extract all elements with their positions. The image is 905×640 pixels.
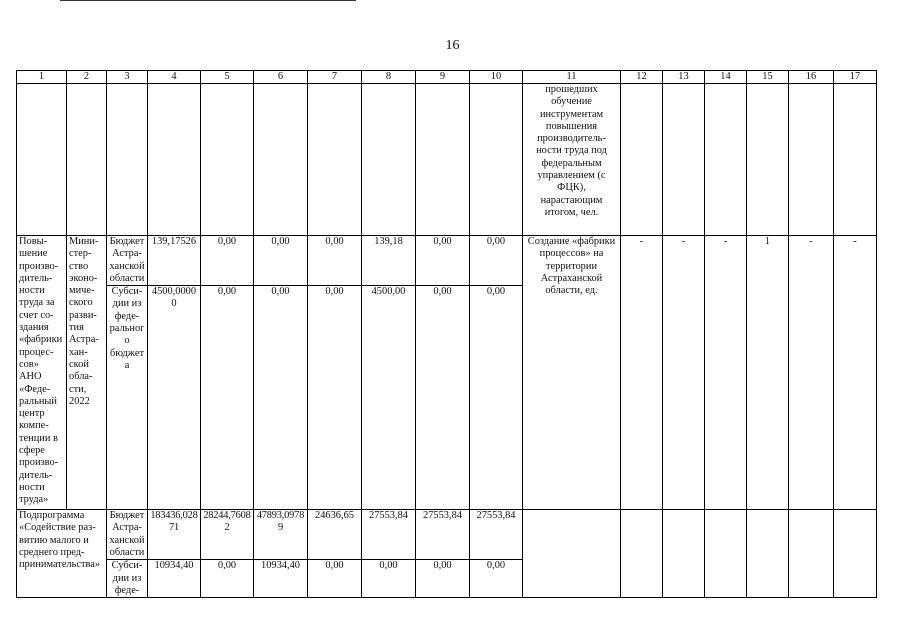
value-cell: 0,00	[201, 236, 254, 286]
value-cell: 183436,02871	[148, 510, 201, 560]
col-header: 9	[416, 71, 470, 84]
value-cell: 0,00	[416, 236, 470, 286]
value-cell: -	[705, 236, 747, 510]
value-cell: 0,00	[201, 286, 254, 510]
col-header: 15	[747, 71, 789, 84]
col-header: 7	[308, 71, 362, 84]
col-header: 6	[254, 71, 308, 84]
event-name: Повы-шение произво-дитель-ности труда за счет со-здания «фабрики процес-сов» АНО «Феде-ральный центр компе-тенции в сфере произво-дитель-ности труда»	[17, 236, 67, 510]
value-cell: 0,00	[470, 560, 523, 598]
value-cell: 0,00	[470, 236, 523, 286]
funding-source: Субси-дии из феде-	[107, 560, 148, 598]
col-header: 10	[470, 71, 523, 84]
value-cell: -	[834, 236, 877, 510]
value-cell: 4500,00	[362, 286, 416, 510]
col-header: 14	[705, 71, 747, 84]
top-rule	[60, 0, 356, 1]
program-table	[16, 70, 877, 598]
subprogram-name: Подпрограмма «Содействие раз-витию малого и среднего пред-принимательства»	[17, 510, 107, 598]
value-cell: 27553,84	[470, 510, 523, 560]
col-header: 4	[148, 71, 201, 84]
value-cell: -	[789, 236, 834, 510]
col-header: 11	[523, 71, 621, 84]
value-cell: 27553,84	[362, 510, 416, 560]
table-row	[17, 510, 877, 560]
value-cell: 10934,40	[254, 560, 308, 598]
col-header: 17	[834, 71, 877, 84]
funding-source: Бюджет Астра-ханской области	[107, 236, 148, 286]
col-header: 2	[67, 71, 107, 84]
value-cell: 0,00	[201, 560, 254, 598]
value-cell: -	[621, 236, 663, 510]
value-cell: 0,00	[416, 560, 470, 598]
value-cell: 4500,00000	[148, 286, 201, 510]
value-cell: 139,17526	[148, 236, 201, 286]
value-cell: 0,00	[416, 286, 470, 510]
value-cell: 47893,09789	[254, 510, 308, 560]
header-row	[17, 71, 877, 84]
col-header: 8	[362, 71, 416, 84]
col-header: 5	[201, 71, 254, 84]
continuation-row	[17, 84, 877, 236]
col-header: 16	[789, 71, 834, 84]
col-header: 1	[17, 71, 67, 84]
value-cell: 10934,40	[148, 560, 201, 598]
value-cell: 0,00	[470, 286, 523, 510]
value-cell: 24636,65	[308, 510, 362, 560]
value-cell: 1	[747, 236, 789, 510]
value-cell: 0,00	[308, 236, 362, 286]
value-cell: -	[663, 236, 705, 510]
value-cell: 0,00	[308, 560, 362, 598]
col-header: 3	[107, 71, 148, 84]
value-cell: 139,18	[362, 236, 416, 286]
value-cell: 0,00	[254, 236, 308, 286]
funding-source: Бюджет Астра-ханской области	[107, 510, 148, 560]
indicator-name: Создание «фабрики процессов» на территории Астраханской области, ед.	[523, 236, 621, 510]
value-cell: 0,00	[308, 286, 362, 510]
value-cell: 27553,84	[416, 510, 470, 560]
value-cell: 0,00	[254, 286, 308, 510]
indicator-continuation: прошедших обучение инструментам повышения производитель-ности труда под федеральным управлением (с ФЦК), нарастающим итогом, чел.	[523, 84, 621, 236]
event-executor: Мини-стер-ство эконо-миче-ского разви-тия Астра-хан-ской обла-сти, 2022	[67, 236, 107, 510]
col-header: 13	[663, 71, 705, 84]
col-header: 12	[621, 71, 663, 84]
table-row	[17, 236, 877, 286]
value-cell: 0,00	[362, 560, 416, 598]
funding-source: Субси-дии из феде-рального бюджета	[107, 286, 148, 510]
page-number: 16	[445, 38, 460, 53]
value-cell: 28244,76082	[201, 510, 254, 560]
